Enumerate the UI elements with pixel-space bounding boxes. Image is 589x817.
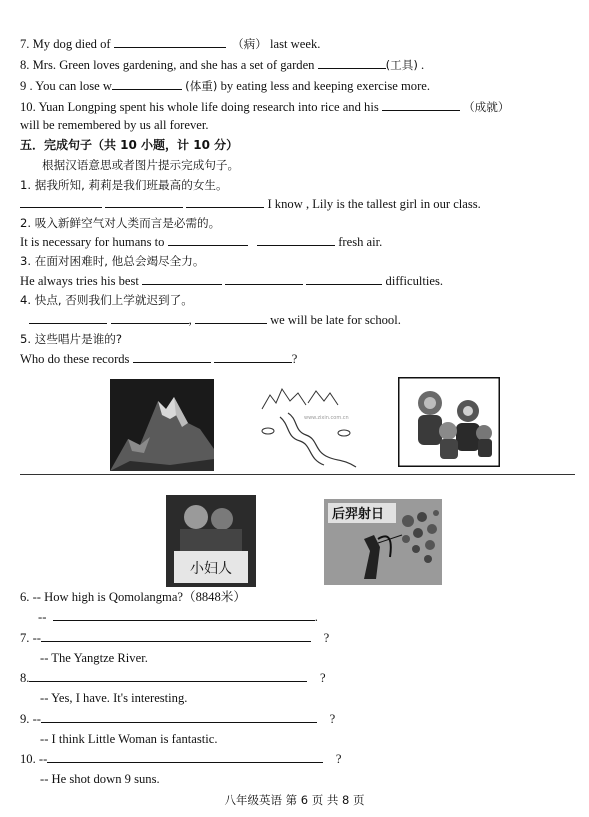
section-instruction: 根据汉语意思或者图片提示完成句子。	[42, 158, 240, 172]
s4-english: , we will be late for school.	[20, 312, 401, 328]
s8-question-blank[interactable]	[29, 670, 307, 682]
s9-question: 9. -- ?	[20, 712, 336, 726]
poster-picture	[324, 499, 442, 585]
s3-blank-3[interactable]	[306, 273, 382, 285]
s6-answer-blank[interactable]	[53, 609, 315, 621]
s7-question-blank[interactable]	[41, 630, 311, 642]
s7-question: 7. -- ?	[20, 631, 330, 645]
s9-question-blank[interactable]	[41, 711, 317, 723]
s6-answer-line: -- .	[38, 610, 318, 624]
q7: 7. My dog died of （病） last week.	[20, 37, 321, 51]
s3-english: He always tries his best difficulties.	[20, 274, 444, 288]
s8-question: 8. ?	[20, 671, 326, 685]
s3-blank-2[interactable]	[225, 273, 303, 285]
q8-blank[interactable]	[318, 57, 386, 69]
s2-blank-1[interactable]	[168, 234, 248, 246]
s1-blank-3[interactable]	[186, 196, 264, 208]
q9-blank[interactable]	[112, 78, 182, 90]
book-title: 小妇人	[190, 561, 232, 577]
s1-blank-2[interactable]	[105, 196, 183, 208]
q8: 8. Mrs. Green loves gardening, and she has a set of garden (工具) .	[20, 58, 425, 72]
book-cover-picture	[166, 495, 256, 587]
s4-blank-1[interactable]	[29, 312, 107, 324]
river-map-picture	[258, 379, 360, 471]
s6-question: 6. -- How high is Qomolangma?（8848米）	[20, 590, 246, 604]
s5-blank-1[interactable]	[133, 351, 211, 363]
poster-title: 后羿射日	[332, 507, 385, 522]
page-footer: 八年级英语 第 6 页 共 8 页	[224, 793, 365, 807]
s1-blank-1[interactable]	[20, 196, 102, 208]
s2-blank-2[interactable]	[257, 234, 335, 246]
s10-question-blank[interactable]	[47, 751, 323, 763]
s1-chinese: 1. 据我所知, 莉莉是我们班最高的女生。	[20, 178, 228, 192]
s8-answer: -- Yes, I have. It's interesting.	[40, 691, 188, 705]
divider-line	[20, 474, 575, 475]
s4-chinese: 4. 快点, 否则我们上学就迟到了。	[20, 293, 193, 307]
s2-chinese: 2. 吸入新鲜空气对人类而言是必需的。	[20, 216, 221, 230]
s3-blank-1[interactable]	[142, 273, 222, 285]
q10: 10. Yuan Longping spent his whole life doing research into rice and his （成就）	[20, 100, 510, 114]
s4-blank-2[interactable]	[111, 312, 189, 324]
s7-answer: -- The Yangtze River.	[40, 651, 148, 665]
cartoon-characters-picture	[398, 377, 500, 467]
s2-english: It is necessary for humans to fresh air.	[20, 235, 383, 249]
q10-blank[interactable]	[382, 99, 460, 111]
s10-question: 10. -- ?	[20, 752, 342, 766]
q10-line2: will be remembered by us all forever.	[20, 118, 209, 132]
section-title: 五．完成句子（共 10 小题，计 10 分）	[20, 138, 239, 152]
s4-blank-3[interactable]	[195, 312, 267, 324]
mountain-picture	[110, 379, 214, 471]
s5-english: Who do these records ?	[20, 352, 298, 366]
q7-blank[interactable]	[114, 36, 226, 48]
map-watermark: www.zixin.com.cn	[304, 415, 349, 421]
s1-english: I know , Lily is the tallest girl in our class.	[20, 196, 481, 212]
q9: 9 . You can lose w (体重) by eating less and keeping exercise more.	[20, 79, 431, 93]
s3-chinese: 3. 在面对困难时, 他总会竭尽全力。	[20, 254, 205, 268]
s9-answer: -- I think Little Woman is fantastic.	[40, 732, 218, 746]
s5-chinese: 5. 这些唱片是谁的?	[20, 332, 123, 346]
s10-answer: -- He shot down 9 suns.	[40, 772, 160, 786]
s5-blank-2[interactable]	[214, 351, 292, 363]
